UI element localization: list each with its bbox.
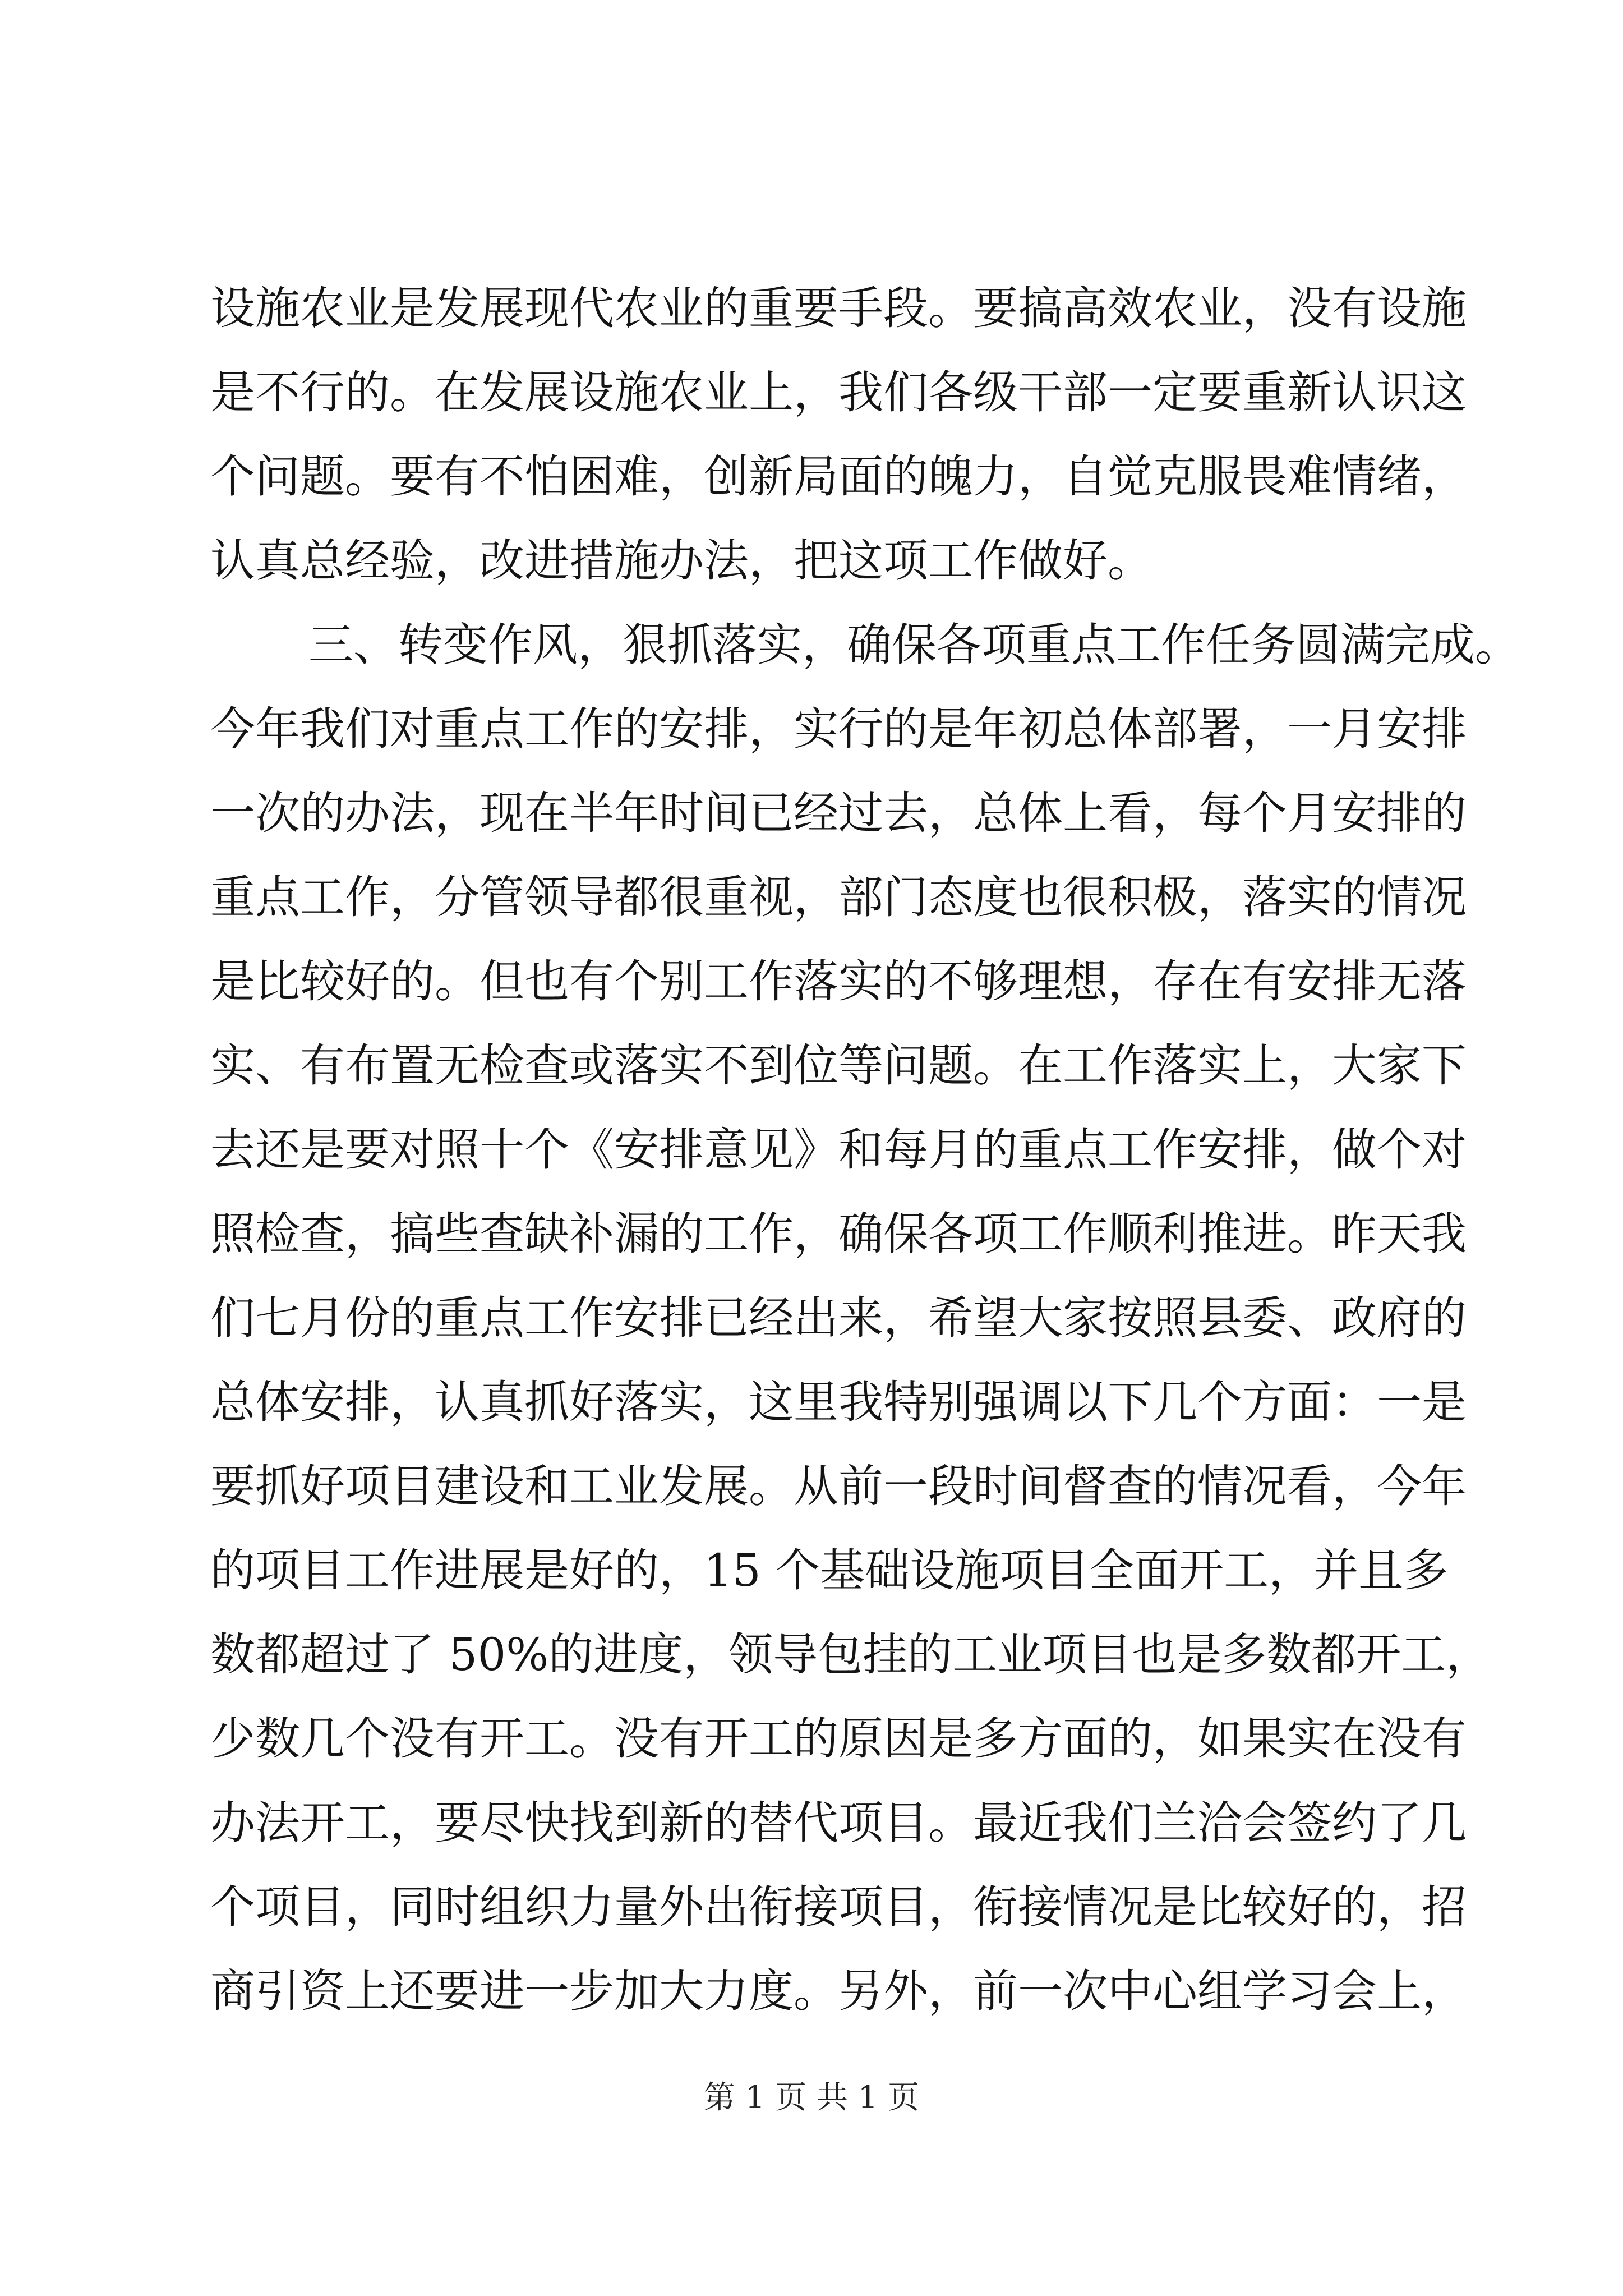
text-line: 重点工作，分管领导都很重视，部门态度也很积极，落实的情况 [210, 871, 1467, 923]
page-footer [0, 2078, 1623, 2118]
text-line: 少数几个没有开工。没有开工的原因是多方面的，如果实在没有 [210, 1713, 1467, 1765]
text-line: 认真总经验，改进措施办法，把这项工作做好。 [210, 535, 1152, 587]
text-line: 们七月份的重点工作安排已经出来，希望大家按照县委、政府的 [210, 1292, 1467, 1344]
text-line: 个项目，同时组织力量外出衔接项目，衔接情况是比较好的，招 [210, 1881, 1467, 1933]
text-line: 实、有布置无检查或落实不到位等问题。在工作落实上，大家下 [210, 1039, 1467, 1092]
text-line: 总体安排，认真抓好落实，这里我特别强调以下几个方面：一是 [210, 1376, 1467, 1428]
text-line: 照检查，搞些查缺补漏的工作，确保各项工作顺利推进。昨天我 [210, 1208, 1467, 1260]
text-line: 是不行的。在发展设施农业上，我们各级干部一定要重新认识这 [210, 366, 1467, 418]
text-line: 商引资上还要进一步加大力度。另外，前一次中心组学习会上， [210, 1965, 1467, 2017]
text-line: 今年我们对重点工作的安排，实行的是年初总体部署，一月安排 [210, 703, 1467, 755]
text-line: 个问题。要有不怕困难，创新局面的魄力，自觉克服畏难情绪， [210, 450, 1467, 503]
text-line: 数都超过了 50%的进度，领导包挂的工业项目也是多数都开工， [210, 1628, 1491, 1681]
text-line: 去还是要对照十个《安排意见》和每月的重点工作安排，做个对 [210, 1124, 1467, 1176]
text-line: 办法开工，要尽快找到新的替代项目。最近我们兰洽会签约了几 [210, 1797, 1467, 1849]
body-text [210, 266, 1520, 2033]
text-line: 的项目工作进展是好的，15 个基础设施项目全面开工，并且多 [210, 1544, 1449, 1596]
text-line: 要抓好项目建设和工业发展。从前一段时间督查的情况看，今年 [210, 1460, 1467, 1512]
section-heading-line: 三、转变作风，狠抓落实，确保各项重点工作任务圆满完成。 [308, 619, 1520, 671]
text-line: 是比较好的。但也有个别工作落实的不够理想，存在有安排无落 [210, 955, 1467, 1007]
text-line: 一次的办法，现在半年时间已经过去，总体上看，每个月安排的 [210, 787, 1467, 839]
page-number: 第 1 页 共 1 页 [703, 2079, 920, 2116]
text-line: 设施农业是发展现代农业的重要手段。要搞高效农业，没有设施 [210, 282, 1467, 334]
